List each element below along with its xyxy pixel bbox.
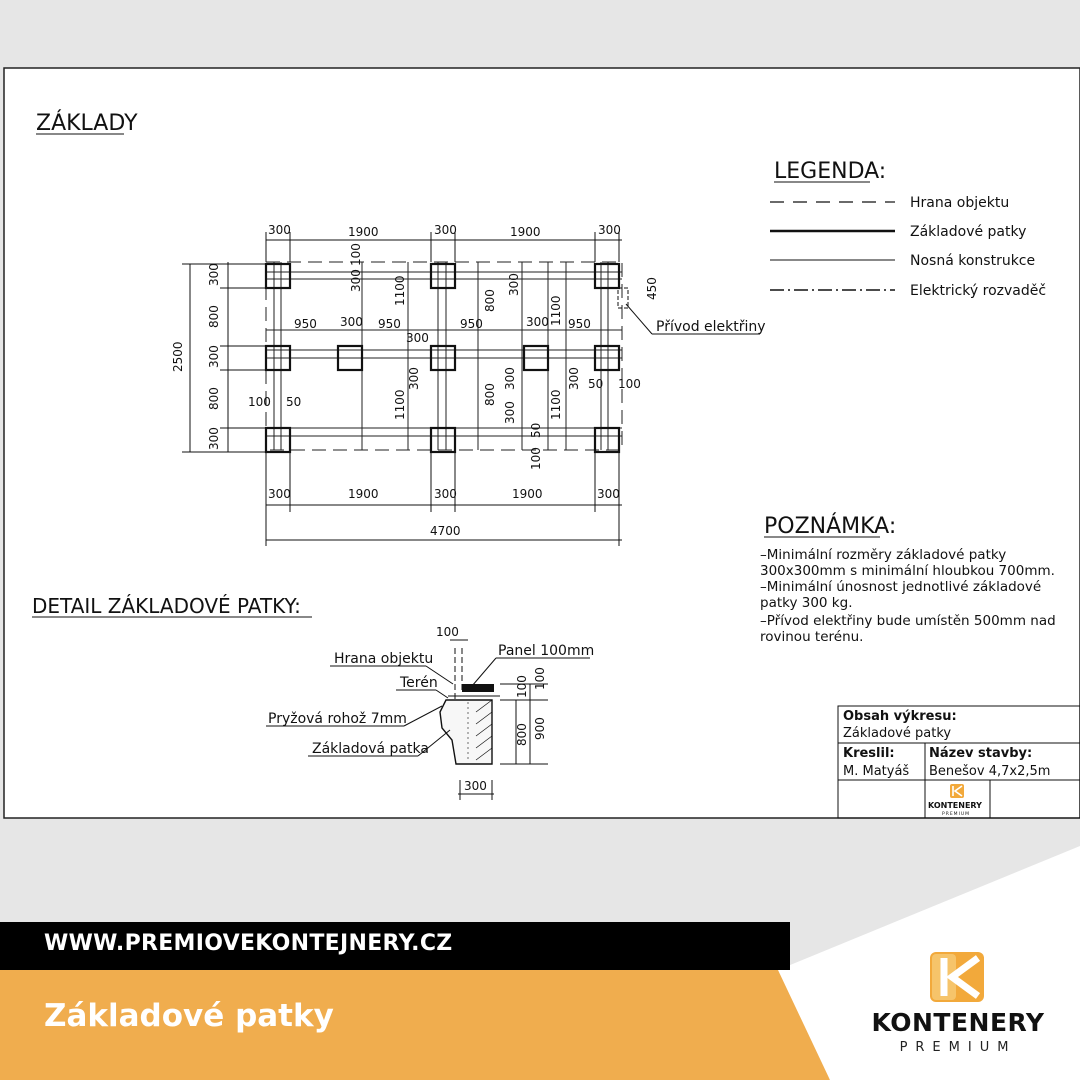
title-block-logo-sub: PREMIUM [942, 812, 971, 817]
note-line: rovinou terénu. [760, 629, 864, 645]
plan-inner-dim: 1100 [393, 275, 407, 306]
detail-dim: 100 [533, 667, 547, 690]
note-line: –Přívod elektřiny bude umístěn 500mm nad [760, 613, 1056, 629]
drawing-title: ZÁKLADY [36, 111, 138, 136]
plan-inner-dim: 450 [645, 277, 659, 300]
title-block-drawn-value: M. Matyáš [843, 764, 910, 779]
legend-item: Elektrický rozvaděč [910, 283, 1047, 299]
legend-item: Hrana objektu [910, 195, 1010, 211]
plan-inner-dim: 300 [507, 273, 521, 296]
legend-item: Základové patky [910, 224, 1027, 240]
note-line: –Minimální rozměry základové patky [760, 547, 1007, 563]
detail-dim: 100 [436, 625, 459, 639]
plan-bottom-dim: 300 [434, 487, 457, 501]
plan-top-dim: 300 [434, 223, 457, 237]
plan-inner-dim: 300 [503, 401, 517, 424]
plan-left-dim: 300 [207, 345, 221, 368]
detail-label: Základová patka [312, 741, 429, 757]
plan-inner-dim: 100 [349, 243, 363, 266]
plan-top-dim: 1900 [510, 225, 541, 239]
plan-inner-dim: 1100 [549, 389, 563, 420]
note-title: POZNÁMKA: [764, 514, 897, 539]
note-line: patky 300 kg. [760, 595, 853, 611]
plan-left-dim: 300 [207, 427, 221, 450]
detail-label: Terén [400, 675, 438, 691]
plan-inner-dim: 300 [503, 367, 517, 390]
plan-inner-dim: 300 [407, 367, 421, 390]
plan-inner-dim: 800 [483, 289, 497, 312]
plan-bottom-dim: 1900 [512, 487, 543, 501]
plan-inner-dim: 300 [526, 315, 549, 329]
title-block-content-label: Obsah výkresu: [843, 709, 957, 724]
detail-dim: 100 [515, 675, 529, 698]
plan-inner-dim: 50 [286, 395, 302, 409]
legend-title: LEGENDA: [774, 159, 887, 184]
detail-label: Panel 100mm [498, 643, 595, 659]
plan-inner-dim: 950 [378, 317, 401, 331]
plan-inner-dim: 800 [483, 383, 497, 406]
plan-top-dim: 300 [598, 223, 621, 237]
detail-label: Pryžová rohož 7mm [268, 711, 407, 727]
detail-title: DETAIL ZÁKLADOVÉ PATKY: [32, 594, 301, 618]
plan-total-width: 4700 [430, 524, 461, 538]
plan-bottom-dim: 1900 [348, 487, 379, 501]
plan-bottom-dim: 300 [268, 487, 291, 501]
brand-subtitle: PREMIUM [899, 1040, 1017, 1055]
title-block-building-label: Název stavby: [929, 746, 1033, 761]
plan-left-dim: 800 [207, 305, 221, 328]
plan-inner-dim: 300 [340, 315, 363, 329]
brand-name: KONTENERY [871, 1008, 1045, 1037]
panel-shape [462, 684, 494, 692]
note-line: –Minimální únosnost jednotlivé základové [760, 579, 1042, 595]
title-block-content-value: Základové patky [843, 726, 952, 741]
detail-label: Hrana objektu [334, 651, 434, 667]
website-url[interactable]: WWW.PREMIOVEKONTEJNERY.CZ [44, 931, 453, 956]
plan-inner-dim: 950 [568, 317, 591, 331]
detail-dim: 800 [515, 723, 529, 746]
plan-total-height: 2500 [171, 341, 185, 372]
title-block-drawn-label: Kreslil: [843, 746, 895, 761]
footer-title: Základové patky [44, 998, 334, 1034]
plan-left-dim: 300 [207, 263, 221, 286]
brand-logo-icon [930, 952, 984, 1002]
plan-inner-dim: 50 [588, 377, 604, 391]
plan-inner-dim: 300 [567, 367, 581, 390]
plan-inner-dim: 100 [248, 395, 271, 409]
plan-inner-dim: 300 [406, 331, 429, 345]
power-supply-label: Přívod elektřiny [656, 319, 766, 335]
plan-inner-dim: 100 [529, 447, 543, 470]
plan-left-dim: 800 [207, 387, 221, 410]
detail-dim: 300 [464, 779, 487, 793]
note-line: 300x300mm s minimální hloubkou 700mm. [760, 563, 1055, 579]
plan-inner-dim: 950 [294, 317, 317, 331]
plan-inner-dim: 50 [529, 422, 543, 438]
detail-dim: 900 [533, 717, 547, 740]
legend-item: Nosná konstrukce [910, 253, 1036, 269]
plan-bottom-dim: 300 [597, 487, 620, 501]
plan-inner-dim: 1100 [549, 295, 563, 326]
plan-top-dim: 300 [268, 223, 291, 237]
plan-top-dim: 1900 [348, 225, 379, 239]
plan-inner-dim: 100 [618, 377, 641, 391]
plan-inner-dim: 300 [349, 269, 363, 292]
title-block-logo-text: KONTENERY [928, 801, 982, 810]
plan-inner-dim: 1100 [393, 389, 407, 420]
plan-inner-dim: 950 [460, 317, 483, 331]
title-block-building-value: Benešov 4,7x2,5m [929, 764, 1051, 779]
